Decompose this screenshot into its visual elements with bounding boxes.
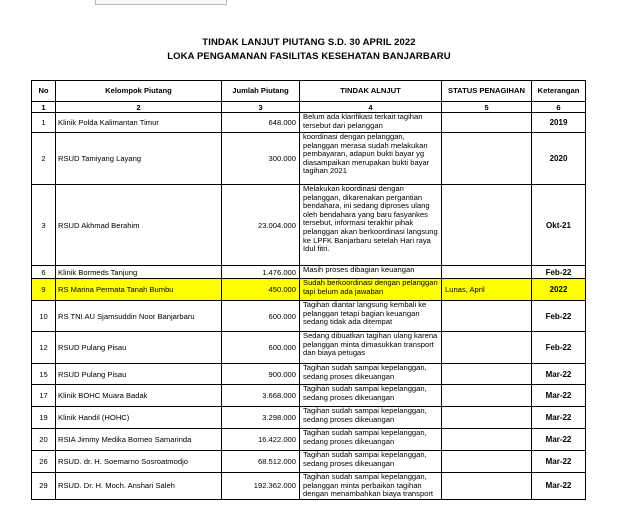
cell-no: 20: [32, 429, 56, 451]
cell-kelompok: RS TNI AU Sjamsuddin Noor Banjarbaru: [56, 301, 222, 332]
cell-tindak-lanjut: Tagihan sudah sampai kepelanggan, sedang proses dikeuangan: [300, 385, 442, 407]
cell-status: [442, 473, 532, 500]
sheet-tab[interactable]: [95, 0, 227, 5]
cell-kelompok: RSUD Pulang Pisau: [56, 332, 222, 364]
cell-status: [442, 429, 532, 451]
col-header-tindak: TINDAK ALNJUT: [300, 81, 442, 102]
cell-jumlah: 600.000: [222, 301, 300, 332]
cell-no: 19: [32, 407, 56, 429]
cell-status: [442, 301, 532, 332]
report-subtitle: LOKA PENGAMANAN FASILITAS KESEHATAN BANJARBARU: [167, 51, 451, 62]
cell-keterangan: Mar-22: [532, 385, 586, 407]
cell-kelompok: RSUD. Dr. H. Moch. Anshari Saleh: [56, 473, 222, 500]
cell-tindak-lanjut: Belum ada klarifikasi terkait tagihan tersebut dari pelanggan: [300, 113, 442, 133]
table-row: [32, 279, 586, 301]
cell-jumlah: 300.000: [222, 133, 300, 185]
cell-no: 17: [32, 385, 56, 407]
cell-tindak-lanjut: Melakukan koordinasi dengan pelanggan, dikarenakan pergantian bendahara, ini sedang diproses ulang oleh bendahara yang baru fasyankes tersebut, informasi terakhir pihak pelanggan akan berkoordinasi langsung ke LPFK Banjarbaru setelah Hari raya Idul fitri.: [300, 185, 442, 266]
cell-jumlah: 192.362.000: [222, 473, 300, 500]
cell-no: 10: [32, 301, 56, 332]
cell-keterangan: Mar-22: [532, 451, 586, 473]
cell-keterangan: Mar-22: [532, 407, 586, 429]
table-row: [32, 451, 586, 473]
cell-no: 29: [32, 473, 56, 500]
cell-kelompok: Klinik Bormeds Tanjung: [56, 266, 222, 279]
col-number: 5: [442, 102, 532, 113]
cell-kelompok: RSUD Pulang Pisau: [56, 364, 222, 385]
cell-keterangan: Mar-22: [532, 364, 586, 385]
col-header-keterangan: Keterangan: [532, 81, 586, 102]
table-row: [32, 133, 586, 185]
header-row: [32, 81, 586, 102]
cell-keterangan: Okt-21: [532, 185, 586, 266]
table-row: [32, 429, 586, 451]
cell-keterangan: Mar-22: [532, 429, 586, 451]
cell-no: 3: [32, 185, 56, 266]
cell-no: 2: [32, 133, 56, 185]
cell-tindak-lanjut: Sedang dibuatkan tagihan ulang karena pelanggan minta dimasukkan transport dan biaya petugas: [300, 332, 442, 364]
cell-kelompok: Klinik BOHC Muara Badak: [56, 385, 222, 407]
cell-status: Lunas, April: [442, 279, 532, 301]
cell-no: 26: [32, 451, 56, 473]
cell-keterangan: Feb-22: [532, 266, 586, 279]
col-header-kelompok: Kelompok Piutang: [56, 81, 222, 102]
cell-status: [442, 451, 532, 473]
cell-jumlah: 3.298.000: [222, 407, 300, 429]
cell-kelompok: RSIA Jimmy Medika Borneo Samarinda: [56, 429, 222, 451]
cell-jumlah: 16.422.000: [222, 429, 300, 451]
cell-status: [442, 113, 532, 133]
cell-status: [442, 407, 532, 429]
cell-kelompok: Klinik Handil (HOHC): [56, 407, 222, 429]
cell-no: 12: [32, 332, 56, 364]
sheet-tab-strip: [0, 0, 618, 5]
table-row: [32, 385, 586, 407]
cell-no: 1: [32, 113, 56, 133]
col-header-status: STATUS PENAGIHAN: [442, 81, 532, 102]
cell-kelompok: Klinik Polda Kalimantan Timur: [56, 113, 222, 133]
table-row: [32, 301, 586, 332]
table-row: [32, 364, 586, 385]
cell-tindak-lanjut: Tagihan sudah sampai kepelanggan, sedang proses dikeuangan: [300, 451, 442, 473]
table-row: [32, 407, 586, 429]
table-row: [32, 185, 586, 266]
cell-keterangan: 2020: [532, 133, 586, 185]
cell-tindak-lanjut: Tagihan sudah sampai kepelanggan, sedang proses dikeuangan: [300, 407, 442, 429]
col-number: 1: [32, 102, 56, 113]
cell-keterangan: Feb-22: [532, 332, 586, 364]
cell-keterangan: Mar-22: [532, 473, 586, 500]
cell-jumlah: 3.668.000: [222, 385, 300, 407]
cell-kelompok: RSUD Akhmad Berahim: [56, 185, 222, 266]
cell-jumlah: 68.512.000: [222, 451, 300, 473]
table-row: [32, 113, 586, 133]
col-number: 3: [222, 102, 300, 113]
cell-status: [442, 332, 532, 364]
col-number: 4: [300, 102, 442, 113]
cell-jumlah: 900.000: [222, 364, 300, 385]
cell-keterangan: 2022: [532, 279, 586, 301]
column-number-row: [32, 102, 586, 113]
table-row: [32, 473, 586, 500]
cell-no: 6: [32, 266, 56, 279]
cell-keterangan: Feb-22: [532, 301, 586, 332]
table-row: [32, 332, 586, 364]
col-number: 6: [532, 102, 586, 113]
cell-keterangan: 2019: [532, 113, 586, 133]
table-row: [32, 266, 586, 279]
cell-status: [442, 185, 532, 266]
cell-status: [442, 364, 532, 385]
cell-jumlah: 23.004.000: [222, 185, 300, 266]
col-header-jumlah: Jumlah Piutang: [222, 81, 300, 102]
cell-jumlah: 600.000: [222, 332, 300, 364]
cell-status: [442, 385, 532, 407]
cell-tindak-lanjut: Tagihan diantar langsung kembali ke pelanggan tetapi bagian keuangan sedang tidak ada ditempat: [300, 301, 442, 332]
cell-jumlah: 648.000: [222, 113, 300, 133]
cell-status: [442, 133, 532, 185]
col-number: 2: [56, 102, 222, 113]
receivables-table: [31, 80, 586, 500]
cell-tindak-lanjut: Tagihan sudah sampai kepelanggan, pelanggan minta perbaikan tagihan dengan menambahkan biaya transport: [300, 473, 442, 500]
cell-kelompok: RSUD Tamiyang Layang: [56, 133, 222, 185]
cell-jumlah: 450.000: [222, 279, 300, 301]
col-header-no: No: [32, 81, 56, 102]
cell-tindak-lanjut: Tagihan sudah sampai kepelanggan, sedang proses dikeuangan: [300, 364, 442, 385]
cell-status: [442, 266, 532, 279]
cell-no: 15: [32, 364, 56, 385]
cell-kelompok: RSUD. dr. H. Soemarno Sosroatmodjo: [56, 451, 222, 473]
cell-tindak-lanjut: Tagihan sudah sampai kepelanggan, sedang proses dikeuangan: [300, 429, 442, 451]
cell-tindak-lanjut: Masih proses dibagian keuangan: [300, 266, 442, 279]
cell-tindak-lanjut: koordinasi dengan pelanggan, pelanggan merasa sudah melakukan pembayaran, adapun bukti bayar yg diasampaikan merupakan bukti bayar tagihan 2021: [300, 133, 442, 185]
cell-tindak-lanjut: Sudah berkoordinasi dengan pelanggan tapi belum ada jawaban: [300, 279, 442, 301]
cell-kelompok: RS Marina Permata Tanah Bumbu: [56, 279, 222, 301]
cell-jumlah: 1.476.000: [222, 266, 300, 279]
report-title: TINDAK LANJUT PIUTANG S.D. 30 APRIL 2022: [202, 37, 416, 48]
cell-no: 9: [32, 279, 56, 301]
